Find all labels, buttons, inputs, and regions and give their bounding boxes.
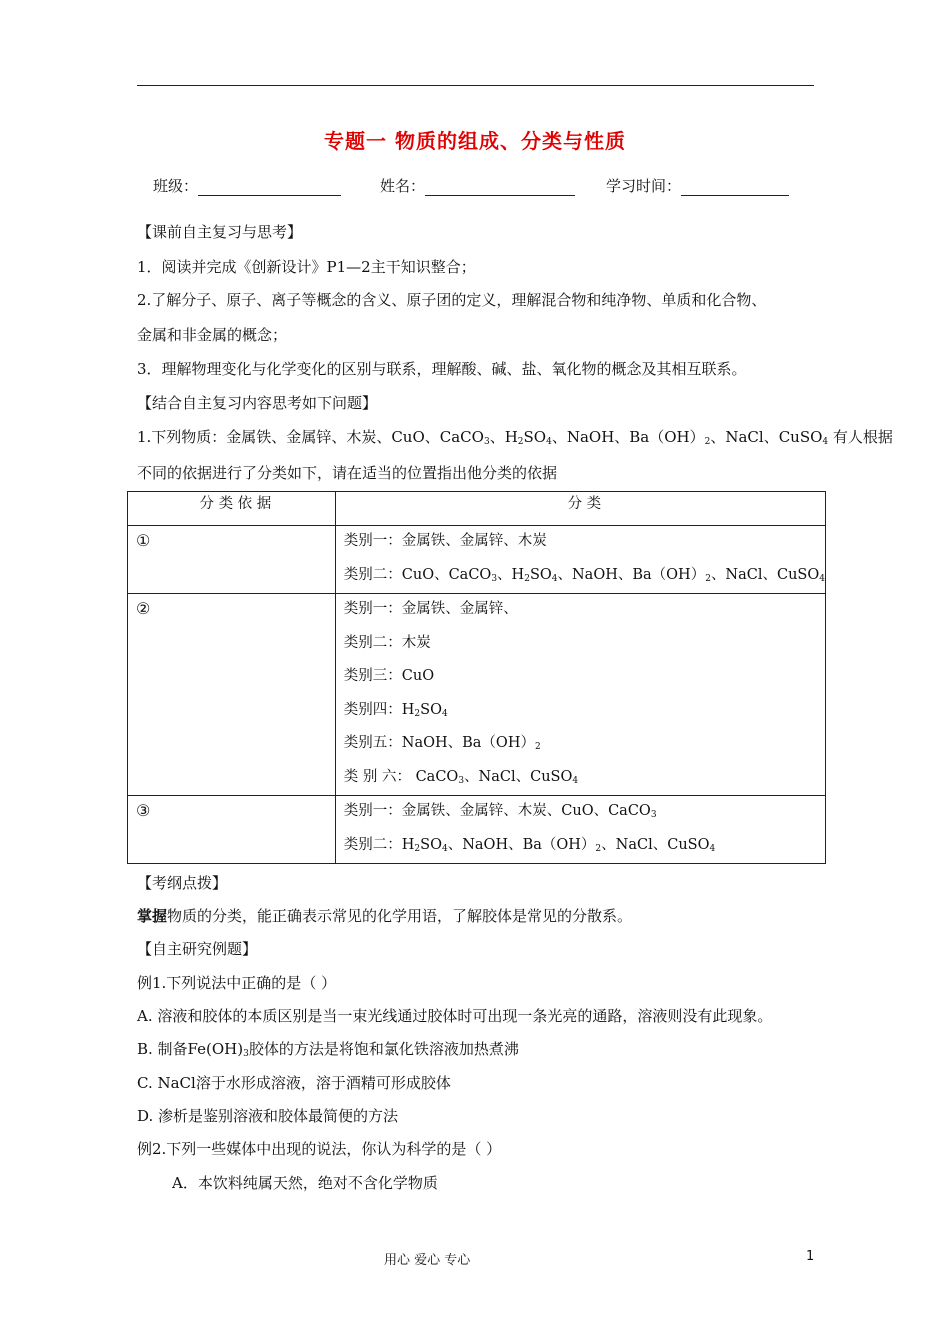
preview-item-1: 1．阅读并完成《创新设计》P1—2主干知识整合； (137, 258, 476, 276)
example-1-option-a: A. 溶液和胶体的本质区别是当一束光线通过胶体时可出现一条光亮的通路，溶液则没有此现象。 (137, 1007, 773, 1025)
table-row (128, 796, 826, 864)
row-number: ① (136, 531, 151, 550)
section-heading-syllabus: 【考纲点拨】 (137, 874, 228, 892)
section-heading-examples: 【自主研究例题】 (137, 940, 258, 958)
name-field (380, 175, 575, 196)
table-header-row (128, 492, 826, 526)
example-1-option-c: C. NaCl溶于水形成溶液，溶于酒精可形成胶体 (137, 1074, 451, 1092)
preview-item-2: 2.了解分子、原子、离子等概念的含义、原子团的定义，理解混合物和纯净物、单质和化合物、 (137, 291, 767, 309)
class-cell-3: 类别一：金属铁、金属锌、木炭、CuO、CaCO$_3$ 类别二：$H_2SO_4$、NaOH、$Ba(OH)_2$、NaCl、CuSO$_4$ (335, 796, 825, 864)
example-2-question: 例2.下列一些媒体中出现的说法，你认为科学的是（ ） (137, 1140, 502, 1158)
example-2-option-a: A．本饮料纯属天然，绝对不含化学物质 (172, 1174, 438, 1192)
class-label: 班级： (153, 177, 199, 195)
top-rule (137, 85, 814, 86)
time-blank[interactable] (681, 179, 789, 196)
question-1-line-1: 1.下列物质：金属铁、金属锌、木炭、CuO、CaCO$_3$、$H_2SO_4$、NaOH、$Ba(OH)_2$、NaCl、CuSO$_4$ 有人根据 (137, 428, 893, 447)
example-1-question: 例1.下列说法中正确的是（ ） (137, 974, 337, 992)
class-cell-1: 类别一：金属铁、金属锌、木炭 类别二：CuO、CaCO$_3$、$H_2SO_4$、NaOH、$Ba(OH)_2$、NaCl、CuSO$_4$ (335, 526, 825, 594)
preview-item-2-cont: 金属和非金属的概念； (137, 326, 288, 344)
syllabus-text: 掌握物质的分类，能正确表示常见的化学用语，了解胶体是常见的分散系。 (137, 907, 633, 925)
header-basis: 分 类 依 据 (128, 492, 336, 526)
header-class: 分 类 (335, 492, 825, 526)
row-number: ② (136, 599, 151, 618)
class-cell-2: 类别一：金属铁、金属锌、 类别二：木炭 类别三：CuO 类别四：$H_2SO_4$ 类别五：NaOH、$Ba(OH)_2$ 类 别 六： CaCO$_3$、NaCl、CuSO$_4$ (335, 594, 825, 796)
page-number: 1 (806, 1249, 815, 1264)
example-1-option-d: D. 渗析是鉴别溶液和胶体最简便的方法 (137, 1107, 399, 1125)
class-blank[interactable] (198, 179, 341, 196)
basis-cell-3[interactable] (128, 796, 336, 864)
section-heading-think: 【结合自主复习内容思考如下问题】 (137, 394, 378, 412)
page-title: 专题一 物质的组成、分类与性质 (324, 129, 626, 153)
table-row (128, 526, 826, 594)
preview-item-3: 3．理解物理变化与化学变化的区别与联系，理解酸、碱、盐、氧化物的概念及其相互联系。 (137, 360, 747, 378)
row-number: ③ (136, 801, 151, 820)
class-field (153, 175, 341, 196)
name-label: 姓名： (380, 177, 426, 195)
time-label: 学习时间： (606, 177, 682, 195)
table-row (128, 594, 826, 796)
basis-cell-1[interactable] (128, 526, 336, 594)
basis-cell-2[interactable] (128, 594, 336, 796)
classification-table (127, 491, 826, 864)
section-heading-preview: 【课前自主复习与思考】 (137, 223, 303, 241)
time-field (606, 175, 789, 196)
question-1-line-2: 不同的依据进行了分类如下，请在适当的位置指出他分类的依据 (137, 464, 558, 482)
example-1-option-b: B. 制备$Fe(OH)_3$胶体的方法是将饱和氯化铁溶液加热煮沸 (137, 1040, 519, 1059)
footer-motto: 用心 爱心 专心 (384, 1253, 471, 1268)
name-blank[interactable] (425, 179, 575, 196)
